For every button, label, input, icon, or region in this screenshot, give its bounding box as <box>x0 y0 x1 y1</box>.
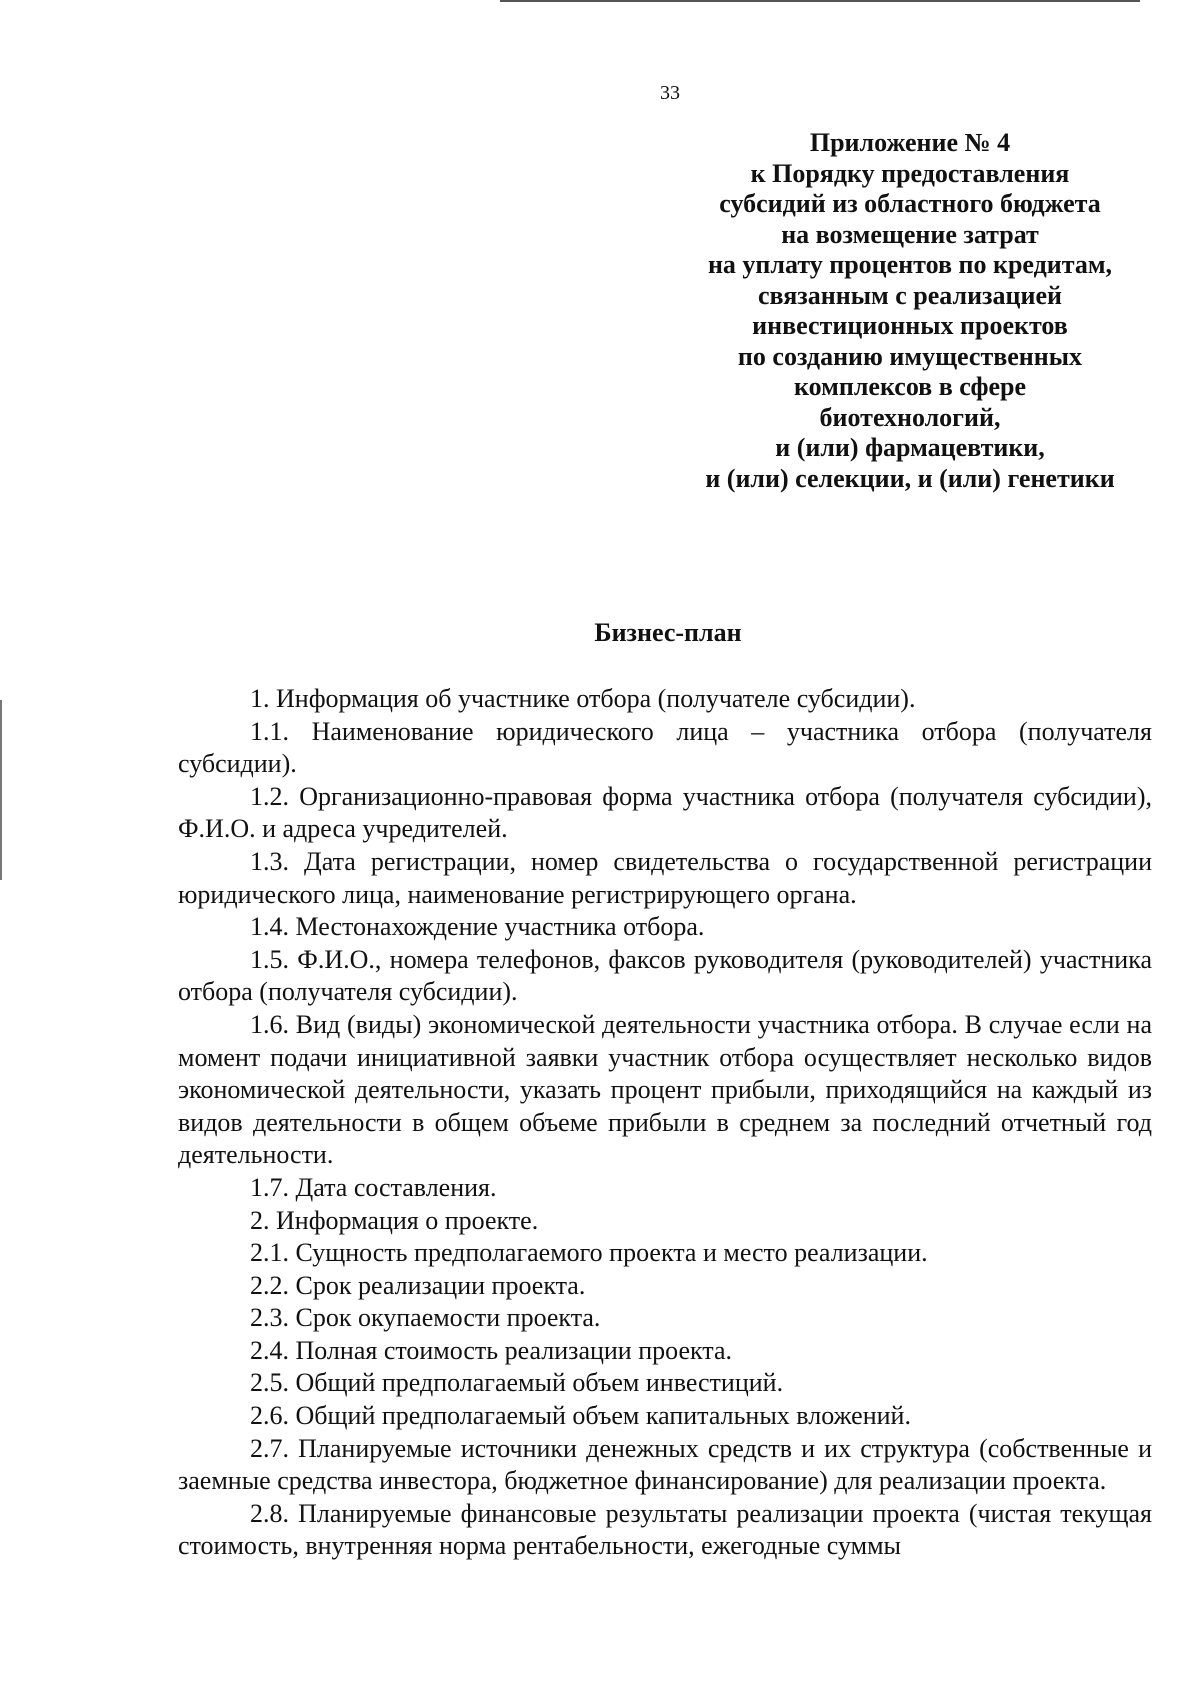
appendix-line: и (или) селекции, и (или) генетики <box>705 463 1115 493</box>
appendix-line: комплексов в сфере <box>794 372 1026 401</box>
paragraph: 1.2. Организационно-правовая форма участника отбора (получателя субсидии), Ф.И.О. и адреса учредителей. <box>178 781 1152 844</box>
appendix-line: Приложение № 4 <box>809 128 1011 157</box>
paragraph: 1.4. Местонахождение участника отбора. <box>250 912 705 942</box>
page-number: 33 <box>660 82 680 104</box>
appendix-line: биотехнологий, <box>819 402 1001 432</box>
paragraph: 1.6. Вид (виды) экономической деятельности участника отбора. В случае если на момент подачи инициативной заявки участник отбора осуществляет несколько видов экономической деятельности, указать процент прибыли, приходящийся на каждый из видов деятельности в общем объеме прибыли в среднем за последний отчетный год деятельности. <box>178 1009 1152 1170</box>
appendix-line: на уплату процентов по кредитам, <box>707 250 1113 279</box>
paragraph: 2.8. Планируемые финансовые результаты реализации проекта (чистая текущая стоимость, внутренняя норма рентабельности, ежегодные суммы <box>178 1498 1152 1561</box>
appendix-line: субсидий из областного бюджета <box>719 189 1101 218</box>
scan-left-edge-mark <box>0 700 2 880</box>
appendix-heading-block <box>670 128 1150 494</box>
paragraph: 2.3. Срок окупаемости проекта. <box>250 1303 601 1333</box>
paragraph: 1.7. Дата составления. <box>250 1172 497 1202</box>
appendix-line: и (или) фармацевтики, <box>775 433 1045 462</box>
paragraph: 1.5. Ф.И.О., номера телефонов, факсов руководителя (руководителей) участника отбора (получателя субсидии). <box>178 944 1152 1007</box>
appendix-line: по созданию имущественных <box>737 341 1083 371</box>
paragraph: 1. Информация об участнике отбора (получателе субсидии). <box>250 684 916 713</box>
paragraph: 2.5. Общий предполагаемый объем инвестиций. <box>250 1368 784 1398</box>
paragraph: 2.6. Общий предполагаемый объем капитальных вложений. <box>250 1401 911 1431</box>
document-title: Бизнес-план <box>594 618 742 647</box>
document-body <box>178 683 1152 1563</box>
scan-top-edge-line <box>500 0 1140 2</box>
appendix-line: инвестиционных проектов <box>752 311 1068 340</box>
paragraph: 1.1. Наименование юридического лица – участника отбора (получателя субсидии). <box>178 716 1152 779</box>
appendix-line: на возмещение затрат <box>781 219 1039 249</box>
paragraph: 2. Информация о проекте. <box>250 1205 539 1235</box>
paragraph: 2.4. Полная стоимость реализации проекта. <box>250 1335 733 1365</box>
paragraph: 1.3. Дата регистрации, номер свидетельства о государственной регистрации юридического лица, наименование регистрирующего органа. <box>178 846 1152 909</box>
appendix-line: связанным с реализацией <box>758 280 1062 310</box>
paragraph: 2.7. Планируемые источники денежных средств и их структура (собственные и заемные средства инвестора, бюджетное финансирование) для реализации проекта. <box>178 1433 1152 1496</box>
paragraph: 2.2. Срок реализации проекта. <box>250 1270 586 1300</box>
paragraph: 2.1. Сущность предполагаемого проекта и место реализации. <box>250 1238 928 1268</box>
appendix-line: к Порядку предоставления <box>750 158 1070 188</box>
